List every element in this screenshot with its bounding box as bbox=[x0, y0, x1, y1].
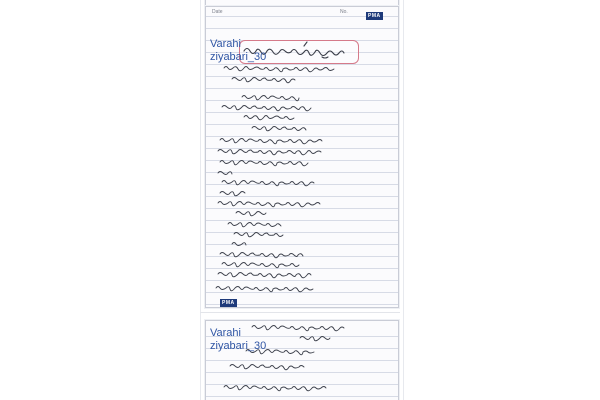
handwritten-line bbox=[218, 202, 320, 207]
handwritten-line bbox=[242, 96, 299, 101]
handwritten-line bbox=[220, 253, 303, 258]
handwritten-line bbox=[220, 161, 308, 166]
handwritten-line bbox=[230, 365, 304, 370]
handwritten-line bbox=[300, 337, 330, 341]
uploader-handle[interactable]: ziyabari_30 bbox=[210, 340, 267, 352]
notebook-brand-logo: PMA bbox=[368, 13, 381, 19]
uploader-name[interactable]: Varahi bbox=[210, 38, 241, 50]
handwritten-line bbox=[222, 181, 314, 186]
handwritten-line bbox=[220, 139, 322, 144]
handwritten-line bbox=[216, 287, 313, 292]
handwritten-line bbox=[220, 192, 245, 196]
handwritten-line bbox=[236, 212, 266, 216]
handwritten-line bbox=[218, 172, 232, 175]
uploader-handle[interactable]: ziyabari_30 bbox=[210, 51, 267, 63]
handwritten-line bbox=[228, 223, 281, 227]
handwritten-line bbox=[232, 243, 246, 246]
notebook-brand-logo-footer: PMA bbox=[222, 300, 235, 306]
page-date-field: Date bbox=[212, 9, 223, 15]
handwritten-line bbox=[222, 263, 299, 268]
handwritten-line bbox=[224, 386, 326, 391]
handwritten-line bbox=[218, 273, 311, 278]
handwritten-line bbox=[234, 233, 283, 237]
handwritten-line bbox=[222, 106, 311, 111]
handwritten-line bbox=[252, 127, 306, 131]
handwritten-line bbox=[218, 150, 321, 155]
handwritten-line bbox=[224, 67, 334, 72]
uploader-name[interactable]: Varahi bbox=[210, 327, 241, 339]
handwritten-line bbox=[244, 116, 294, 120]
handwritten-line bbox=[252, 326, 344, 331]
handwritten-line bbox=[232, 78, 295, 83]
page-number-field: No. bbox=[340, 9, 348, 15]
